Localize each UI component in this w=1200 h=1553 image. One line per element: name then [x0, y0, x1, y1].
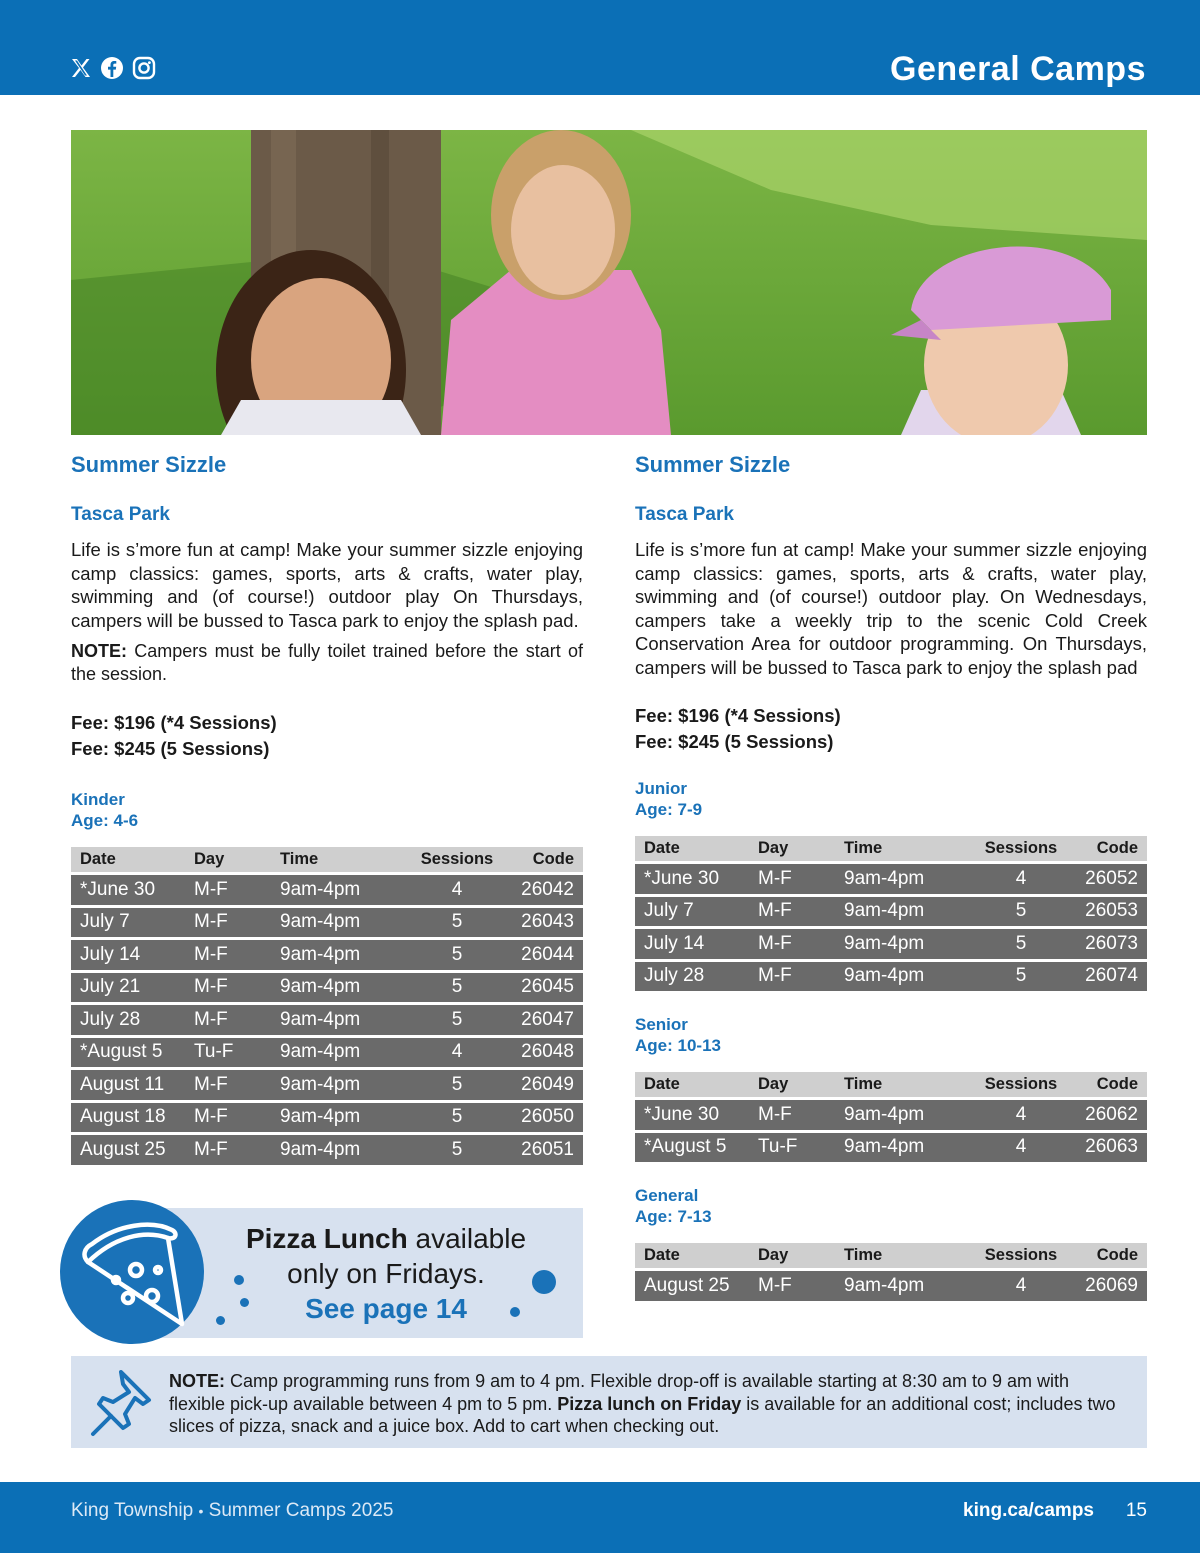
cell-date: *August 5	[71, 1038, 185, 1068]
age-group	[635, 778, 1147, 820]
cell-code: 26074	[1067, 962, 1147, 992]
cell-sessions: 5	[975, 929, 1067, 959]
fee-line: Fee: $245 (5 Sessions)	[71, 737, 270, 759]
table-row	[635, 962, 1147, 992]
program-location: Tasca Park	[635, 504, 734, 525]
program-note-text	[169, 1370, 1129, 1438]
group-age: Age: 7-13	[635, 1207, 712, 1226]
see-page-link[interactable]: See page 14	[305, 1293, 467, 1324]
cell-time: 9am-4pm	[835, 1100, 975, 1130]
program-note	[71, 640, 583, 686]
cell-code: 26049	[503, 1070, 583, 1100]
cell-date: July 28	[71, 1005, 185, 1035]
cell-time: 9am-4pm	[271, 875, 411, 905]
cell-time: 9am-4pm	[835, 929, 975, 959]
table-header-row	[635, 1243, 1147, 1268]
table-row	[635, 929, 1147, 959]
decor-dot	[510, 1307, 520, 1317]
cell-time: 9am-4pm	[835, 864, 975, 894]
age-group	[71, 789, 583, 831]
cell-code: 26053	[1067, 897, 1147, 927]
table-row	[635, 1100, 1147, 1130]
column-header-code: Code	[1067, 1243, 1147, 1268]
cell-date: July 14	[71, 940, 185, 970]
cell-day: M-F	[749, 1100, 835, 1130]
group-name: Kinder	[71, 790, 125, 809]
footer-title: Summer Camps 2025	[208, 1500, 394, 1521]
program-title: Summer Sizzle	[635, 452, 791, 477]
cell-date: *August 5	[635, 1133, 749, 1163]
table-row	[635, 897, 1147, 927]
age-group	[635, 1014, 1147, 1056]
cell-date: *June 30	[635, 1100, 749, 1130]
left-column	[71, 452, 583, 1168]
cell-day: M-F	[185, 1103, 271, 1133]
table-header-row	[635, 836, 1147, 861]
group-name: Junior	[635, 779, 687, 798]
column-header-code: Code	[503, 847, 583, 872]
cell-sessions: 5	[411, 1005, 503, 1035]
column-header-day: Day	[749, 1243, 835, 1268]
footer-separator: •	[198, 1503, 204, 1519]
column-header-sessions: Sessions	[975, 1243, 1067, 1268]
column-header-time: Time	[835, 1243, 975, 1268]
cell-time: 9am-4pm	[271, 973, 411, 1003]
page-header	[0, 0, 1200, 95]
cell-code: 26048	[503, 1038, 583, 1068]
cell-day: M-F	[749, 929, 835, 959]
cell-code: 26073	[1067, 929, 1147, 959]
table-header-row	[71, 847, 583, 872]
note-body: Camp programming runs from 9 am to 4 pm. Flexible drop-off is available starting at 8:30 am to 9 am with flexible pick-up available between 4 pm to 5 pm.	[169, 1371, 1070, 1414]
note-body: is available for an additional cost; includes two slices of pizza, snack and a juice box. Add to cart when checking out.	[169, 1393, 1116, 1436]
table-row	[71, 875, 583, 905]
cell-code: 26047	[503, 1005, 583, 1035]
group-name: General	[635, 1186, 699, 1205]
cell-time: 9am-4pm	[271, 1135, 411, 1165]
age-group	[635, 1185, 1147, 1227]
column-header-sessions: Sessions	[975, 836, 1067, 861]
pizza-lunch-label: Pizza Lunch	[245, 1223, 408, 1254]
cell-time: 9am-4pm	[271, 1005, 411, 1035]
table-row	[71, 940, 583, 970]
cell-day: M-F	[749, 1271, 835, 1301]
cell-sessions: 4	[975, 1100, 1067, 1130]
column-header-code: Code	[1067, 1072, 1147, 1097]
cell-time: 9am-4pm	[835, 1133, 975, 1163]
cell-time: 9am-4pm	[835, 897, 975, 927]
cell-date: August 18	[71, 1103, 185, 1133]
cell-code: 26044	[503, 940, 583, 970]
pushpin-icon	[85, 1364, 163, 1442]
group-age: Age: 7-9	[635, 800, 703, 819]
column-header-date: Date	[635, 1243, 749, 1268]
schedule-table-junior	[635, 833, 1147, 994]
column-header-sessions: Sessions	[411, 847, 503, 872]
program-description: Life is s’more fun at camp! Make your summer sizzle enjoying camp classics: games, sports, arts & crafts, water play, swimming and (of course!) outdoor play. On Wednesdays, campers take a weekly trip to the scenic Cold Creek Conservation Area for outdoor programming. On Thursdays, campers will be bussed to Tasca park to enjoy the splash pad	[635, 539, 1147, 678]
schedule-table-kinder	[71, 844, 583, 1168]
column-header-time: Time	[271, 847, 411, 872]
right-column	[635, 452, 1147, 1304]
cell-date: July 14	[635, 929, 749, 959]
cell-sessions: 5	[411, 1070, 503, 1100]
cell-sessions: 5	[411, 1103, 503, 1133]
pizza-available-text: available	[407, 1223, 527, 1254]
cell-sessions: 5	[411, 940, 503, 970]
cell-day: M-F	[749, 962, 835, 992]
cell-code: 26050	[503, 1103, 583, 1133]
cell-code: 26063	[1067, 1133, 1147, 1163]
page-title: General Camps	[890, 50, 1146, 88]
cell-sessions: 5	[411, 908, 503, 938]
cell-day: Tu-F	[185, 1038, 271, 1068]
table-row	[71, 1103, 583, 1133]
group-age: Age: 4-6	[71, 811, 139, 830]
program-location: Tasca Park	[71, 504, 170, 525]
cell-time: 9am-4pm	[835, 962, 975, 992]
cell-time: 9am-4pm	[835, 1271, 975, 1301]
cell-code: 26042	[503, 875, 583, 905]
cell-date: July 7	[71, 908, 185, 938]
fee-list	[635, 703, 1147, 754]
cell-sessions: 4	[411, 875, 503, 905]
cell-date: *June 30	[71, 875, 185, 905]
pizza-line-2: only on Fridays.	[287, 1258, 485, 1289]
table-row	[71, 908, 583, 938]
cell-sessions: 5	[975, 962, 1067, 992]
table-row	[635, 1271, 1147, 1301]
cell-code: 26069	[1067, 1271, 1147, 1301]
cell-code: 26045	[503, 973, 583, 1003]
table-row	[71, 1038, 583, 1068]
cell-day: M-F	[185, 1135, 271, 1165]
cell-sessions: 4	[975, 1271, 1067, 1301]
cell-date: *June 30	[635, 864, 749, 894]
cell-sessions: 5	[411, 1135, 503, 1165]
cell-sessions: 5	[411, 973, 503, 1003]
instagram-icon[interactable]	[132, 56, 156, 80]
footer-url-link[interactable]: king.ca/camps	[963, 1500, 1094, 1521]
cell-date: August 25	[71, 1135, 185, 1165]
cell-code: 26051	[503, 1135, 583, 1165]
cell-code: 26052	[1067, 864, 1147, 894]
cell-day: M-F	[749, 864, 835, 894]
cell-code: 26043	[503, 908, 583, 938]
decor-dot	[234, 1275, 244, 1285]
cell-sessions: 4	[411, 1038, 503, 1068]
page-footer	[0, 1482, 1200, 1553]
social-links	[70, 56, 156, 80]
facebook-icon[interactable]	[100, 56, 124, 80]
footer-org: King Township	[71, 1500, 194, 1521]
table-row	[635, 864, 1147, 894]
cell-day: M-F	[749, 897, 835, 927]
fee-line: Fee: $196 (*4 Sessions)	[635, 705, 841, 726]
group-name: Senior	[635, 1015, 688, 1034]
decor-dot	[532, 1270, 556, 1294]
cell-sessions: 4	[975, 1133, 1067, 1163]
cell-date: July 7	[635, 897, 749, 927]
column-header-day: Day	[185, 847, 271, 872]
cell-day: M-F	[185, 940, 271, 970]
pizza-badge	[60, 1200, 204, 1344]
table-row	[71, 1070, 583, 1100]
column-header-date: Date	[635, 836, 749, 861]
page-number: 15	[1125, 1500, 1147, 1521]
column-header-sessions: Sessions	[975, 1072, 1067, 1097]
cell-time: 9am-4pm	[271, 940, 411, 970]
cell-day: M-F	[185, 875, 271, 905]
cell-sessions: 5	[975, 897, 1067, 927]
note-label: NOTE:	[71, 641, 127, 661]
cell-date: July 28	[635, 962, 749, 992]
pizza-line-1	[200, 1221, 572, 1256]
cell-date: August 11	[71, 1070, 185, 1100]
fee-line: Fee: $245 (5 Sessions)	[635, 730, 834, 752]
cell-day: M-F	[185, 1005, 271, 1035]
column-header-time: Time	[835, 1072, 975, 1097]
fee-list	[71, 710, 583, 761]
column-header-day: Day	[749, 836, 835, 861]
pizza-slice-icon	[60, 1200, 204, 1344]
cell-time: 9am-4pm	[271, 1103, 411, 1133]
cell-time: 9am-4pm	[271, 1038, 411, 1068]
program-title: Summer Sizzle	[71, 452, 227, 477]
program-description: Life is s’more fun at camp! Make your summer sizzle enjoying camp classics: games, sports, arts & crafts, water play, swimming and (of course!) outdoor play On Thursdays, campers will be bussed to Tasca park to enjoy the splash pad.	[71, 539, 583, 631]
cell-date: August 25	[635, 1271, 749, 1301]
column-header-code: Code	[1067, 836, 1147, 861]
cell-sessions: 4	[975, 864, 1067, 894]
schedule-table-general	[635, 1240, 1147, 1304]
table-row	[71, 973, 583, 1003]
column-header-day: Day	[749, 1072, 835, 1097]
cell-day: M-F	[185, 908, 271, 938]
column-header-date: Date	[71, 847, 185, 872]
decor-dot	[240, 1298, 249, 1307]
note-emphasis: Pizza lunch on Friday	[557, 1393, 742, 1414]
cell-day: Tu-F	[749, 1133, 835, 1163]
footer-publication	[71, 1500, 393, 1522]
cell-time: 9am-4pm	[271, 1070, 411, 1100]
table-row	[635, 1133, 1147, 1163]
group-age: Age: 10-13	[635, 1036, 721, 1055]
cell-code: 26062	[1067, 1100, 1147, 1130]
cell-date: July 21	[71, 973, 185, 1003]
schedule-table-senior	[635, 1069, 1147, 1165]
cell-day: M-F	[185, 973, 271, 1003]
decor-dot	[216, 1316, 225, 1325]
cell-day: M-F	[185, 1070, 271, 1100]
cell-time: 9am-4pm	[271, 908, 411, 938]
column-header-time: Time	[835, 836, 975, 861]
x-icon[interactable]	[70, 57, 92, 79]
campers-photo	[71, 130, 1147, 435]
note-text: Campers must be fully toilet trained before the start of the session.	[71, 641, 583, 684]
fee-line: Fee: $196 (*4 Sessions)	[71, 712, 277, 733]
note-label: NOTE:	[169, 1371, 225, 1391]
table-header-row	[635, 1072, 1147, 1097]
table-row	[71, 1135, 583, 1165]
column-header-date: Date	[635, 1072, 749, 1097]
table-row	[71, 1005, 583, 1035]
